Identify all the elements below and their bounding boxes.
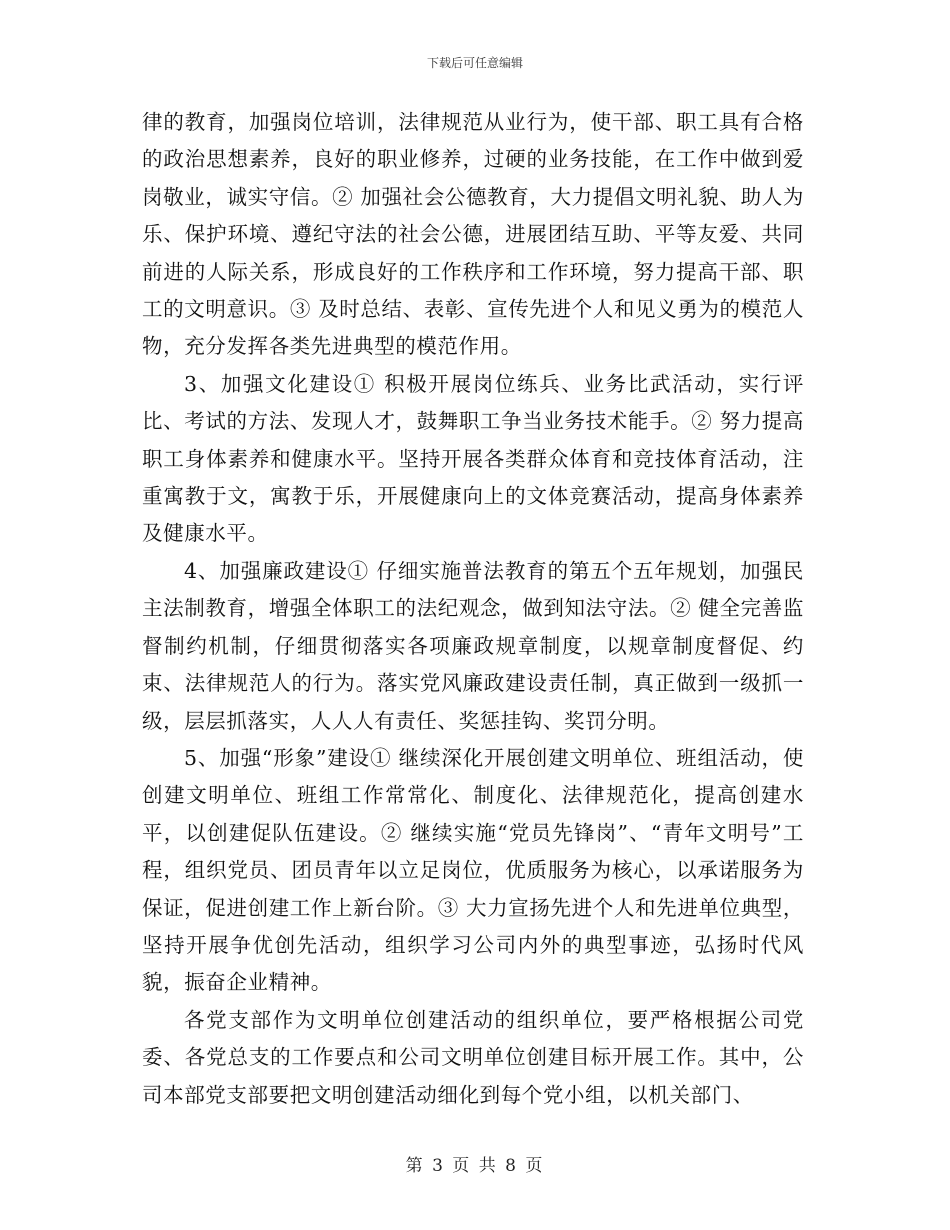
- paragraph-4: 5、加强“形象”建设① 继续深化开展创建文明单位、班组活动，使创建文明单位、班组工作常常化、制度化、法律规范化，提高创建水平，以创建促队伍建设。② 继续实施“党员先锋岗”、“青年文明号”工程，组织党员、团员青年以立足岗位，优质服务为核心，以承诺服务为保证，促进创建工作上新台阶。③ 大力宣扬先进个人和先进单位典型，坚持开展争优创先活动，组织学习公司内外的典型事迹，弘扬时代风貌，振奋企业精神。: [142, 745, 804, 995]
- page-header: 下载后可任意编辑: [426, 56, 523, 70]
- page-footer: 第 3 页 共 8 页: [405, 1156, 545, 1176]
- paragraph-5: 各党支部作为文明单位创建活动的组织单位，要严格根据公司党委、各党总支的工作要点和公司文明单位创建目标开展工作。其中，公司本部党支部要把文明创建活动细化到每个党小组，以机关部门、: [142, 1007, 804, 1107]
- document-body: [142, 104, 804, 1114]
- paragraph-2: 3、加强文化建设① 积极开展岗位练兵、业务比武活动，实行评比、考试的方法、发现人才，鼓舞职工争当业务技术能手。② 努力提高职工身体素养和健康水平。坚持开展各类群众体育和竞技体育活动，注重寓教于文，寓教于乐，开展健康向上的文体竞赛活动，提高身体素养及健康水平。: [142, 371, 804, 546]
- paragraph-3: 4、加强廉政建设① 仔细实施普法教育的第五个五年规划，加强民主法制教育，增强全体职工的法纪观念，做到知法守法。② 健全完善监督制约机制，仔细贯彻落实各项廉政规章制度，以规章制度督促、约束、法律规范人的行为。落实党风廉政建设责任制，真正做到一级抓一级，层层抓落实，人人人有责任、奖惩挂钩、奖罚分明。: [142, 558, 804, 733]
- paragraph-1: 律的教育，加强岗位培训，法律规范从业行为，使干部、职工具有合格的政治思想素养，良好的职业修养，过硬的业务技能，在工作中做到爱岗敬业，诚实守信。② 加强社会公德教育，大力提倡文明礼貌、助人为乐、保护环境、遵纪守法的社会公德，进展团结互助、平等友爱、共同前进的人际关系，形成良好的工作秩序和工作环境，努力提高干部、职工的文明意识。③ 及时总结、表彰、宣传先进个人和见义勇为的模范人物，充分发挥各类先进典型的模范作用。: [142, 110, 804, 359]
